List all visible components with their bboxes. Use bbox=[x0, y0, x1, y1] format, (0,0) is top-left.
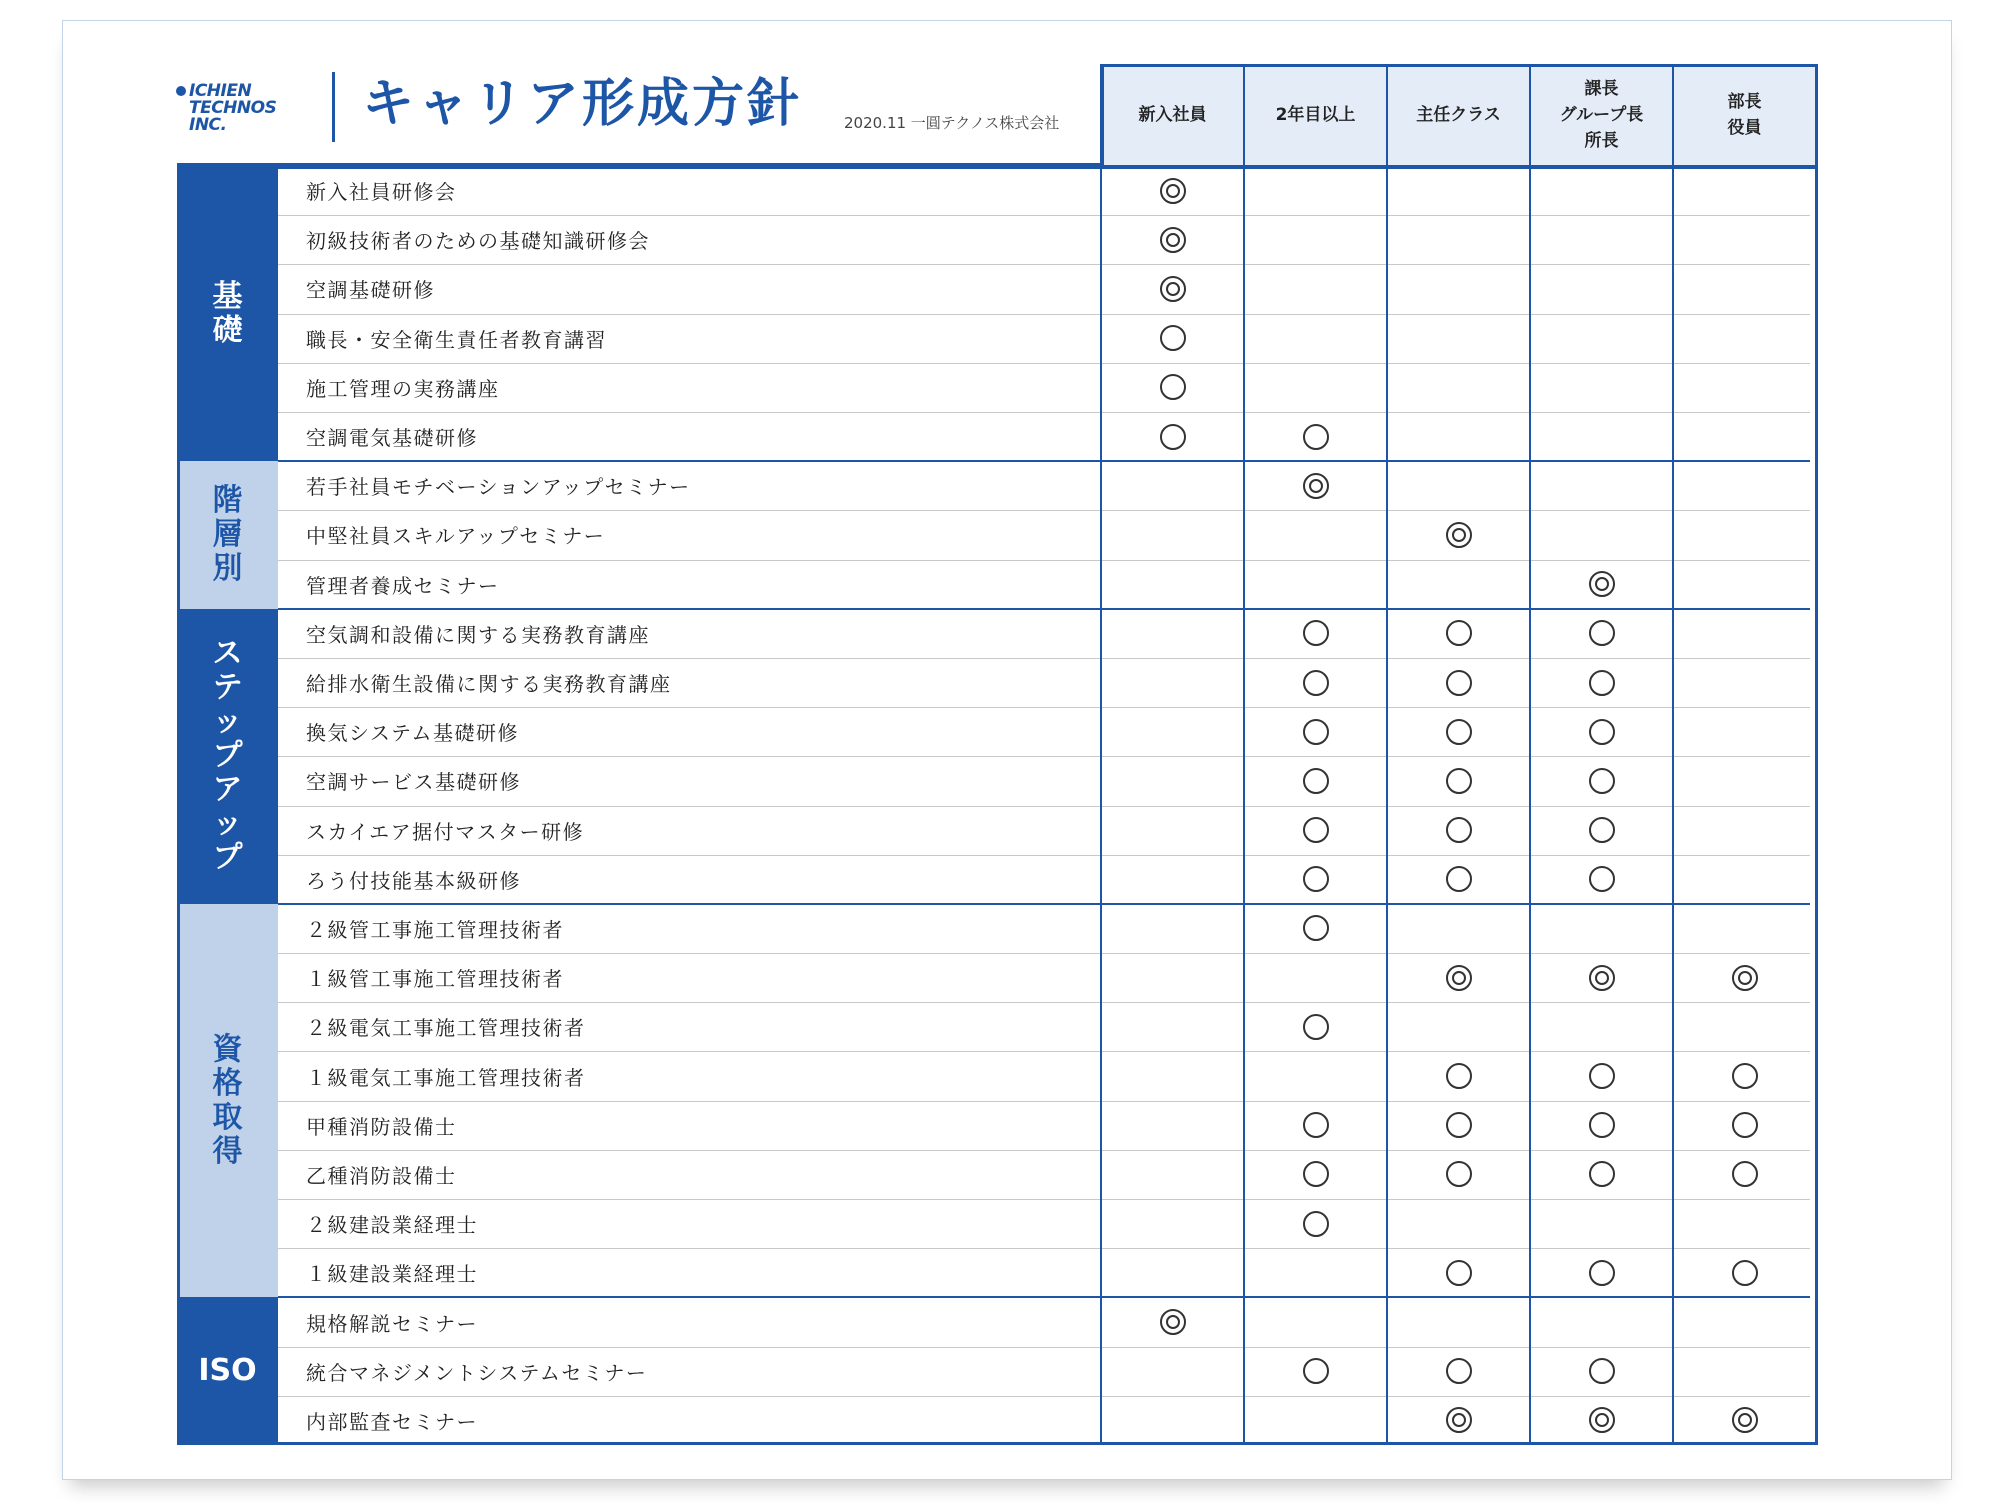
row-divider bbox=[278, 1347, 1810, 1348]
course-name: 甲種消防設備士 bbox=[306, 1114, 457, 1139]
course-name: 空調基礎研修 bbox=[306, 278, 435, 303]
column-header-label bbox=[1276, 102, 1356, 128]
double-circle-icon bbox=[1160, 178, 1186, 204]
double-circle-icon bbox=[1589, 965, 1615, 991]
course-name: スカイエア据付マスター研修 bbox=[306, 819, 585, 844]
row-divider bbox=[278, 363, 1810, 364]
row-divider bbox=[278, 264, 1810, 265]
circle-icon bbox=[1589, 817, 1615, 843]
course-name: ろう付技能基本級研修 bbox=[306, 868, 521, 893]
course-name: 中堅社員スキルアップセミナー bbox=[306, 524, 606, 549]
row-divider bbox=[278, 510, 1810, 511]
column-header-line: 主任クラス bbox=[1416, 105, 1501, 125]
circle-icon bbox=[1589, 768, 1615, 794]
column-header-label bbox=[1416, 102, 1501, 128]
company-logo bbox=[176, 82, 296, 138]
circle-icon bbox=[1446, 1358, 1472, 1384]
row-divider bbox=[278, 658, 1810, 659]
circle-icon bbox=[1303, 768, 1329, 794]
double-circle-icon bbox=[1732, 965, 1758, 991]
circle-icon bbox=[1732, 1161, 1758, 1187]
logo-line-1: ICHIEN bbox=[189, 81, 252, 101]
row-divider bbox=[278, 215, 1810, 216]
group-divider bbox=[278, 460, 1810, 462]
circle-icon bbox=[1589, 620, 1615, 646]
double-circle-icon bbox=[1160, 227, 1186, 253]
row-divider bbox=[278, 1396, 1810, 1397]
row-divider bbox=[278, 756, 1810, 757]
circle-icon bbox=[1446, 1260, 1472, 1286]
circle-icon bbox=[1732, 1260, 1758, 1286]
circle-icon bbox=[1303, 1112, 1329, 1138]
circle-icon bbox=[1589, 1161, 1615, 1187]
page-title: キャリア形成方針 bbox=[362, 74, 803, 134]
category-name: ISO bbox=[198, 1353, 257, 1389]
circle-icon bbox=[1303, 620, 1329, 646]
logo-line-2: TECHNOS bbox=[189, 98, 277, 118]
column-header-label bbox=[1560, 76, 1644, 154]
course-name: 規格解説セミナー bbox=[306, 1311, 478, 1336]
course-name: 給排水衛生設備に関する実務教育講座 bbox=[306, 672, 672, 697]
course-name: 空調電気基礎研修 bbox=[306, 426, 478, 451]
circle-icon bbox=[1446, 670, 1472, 696]
row-divider bbox=[278, 1002, 1810, 1003]
double-circle-icon bbox=[1446, 1407, 1472, 1433]
circle-icon bbox=[1446, 1063, 1472, 1089]
circle-icon bbox=[1589, 1260, 1615, 1286]
logo-dot-icon bbox=[176, 86, 186, 96]
column-header-2 bbox=[1244, 64, 1387, 166]
logo-line-3: INC. bbox=[189, 115, 227, 135]
row-divider bbox=[278, 953, 1810, 954]
circle-icon bbox=[1303, 1014, 1329, 1040]
column-divider bbox=[1529, 64, 1531, 1445]
circle-icon bbox=[1160, 374, 1186, 400]
column-divider bbox=[1100, 64, 1102, 1445]
row-divider bbox=[278, 560, 1810, 561]
circle-icon bbox=[1303, 1358, 1329, 1384]
category-label-2 bbox=[177, 461, 278, 609]
category-label-5 bbox=[177, 1297, 278, 1445]
column-header-line: 部長 bbox=[1727, 92, 1762, 112]
column-header-5 bbox=[1673, 64, 1816, 166]
circle-icon bbox=[1446, 1112, 1472, 1138]
column-divider bbox=[1815, 64, 1817, 1445]
row-divider bbox=[278, 314, 1810, 315]
circle-icon bbox=[1446, 768, 1472, 794]
course-name: 管理者養成セミナー bbox=[306, 573, 500, 598]
row-divider bbox=[278, 1101, 1810, 1102]
circle-icon bbox=[1303, 817, 1329, 843]
column-divider bbox=[1672, 64, 1674, 1445]
column-header-line: 新入社員 bbox=[1138, 105, 1207, 125]
category-name: 資格取得 bbox=[212, 1031, 243, 1169]
circle-icon bbox=[1160, 325, 1186, 351]
column-header-4 bbox=[1530, 64, 1673, 166]
date-company: 2020.11 一圓テクノス株式会社 bbox=[844, 114, 1060, 132]
course-name: １級管工事施工管理技術者 bbox=[306, 967, 564, 992]
circle-icon bbox=[1303, 866, 1329, 892]
course-name: ２級電気工事施工管理技術者 bbox=[306, 1016, 586, 1041]
category-label-3 bbox=[177, 609, 278, 904]
row-divider bbox=[278, 806, 1810, 807]
logo-divider bbox=[332, 72, 335, 142]
column-header-line: 所長 bbox=[1584, 131, 1619, 151]
circle-icon bbox=[1303, 1161, 1329, 1187]
column-header-label bbox=[1728, 89, 1762, 141]
circle-icon bbox=[1446, 719, 1472, 745]
course-name: 若手社員モチベーションアップセミナー bbox=[306, 475, 691, 500]
double-circle-icon bbox=[1303, 473, 1329, 499]
column-divider bbox=[1386, 64, 1388, 1445]
double-circle-icon bbox=[1446, 522, 1472, 548]
double-circle-icon bbox=[1446, 965, 1472, 991]
row-divider bbox=[278, 1199, 1810, 1200]
circle-icon bbox=[1303, 1211, 1329, 1237]
row-divider bbox=[278, 1248, 1810, 1249]
circle-icon bbox=[1303, 424, 1329, 450]
group-divider bbox=[278, 903, 1810, 905]
circle-icon bbox=[1589, 719, 1615, 745]
course-name: 職長・安全衛生責任者教育講習 bbox=[306, 327, 607, 352]
circle-icon bbox=[1589, 670, 1615, 696]
course-name: １級建設業経理士 bbox=[306, 1262, 478, 1287]
category-name: 階層別 bbox=[212, 482, 243, 586]
group-divider bbox=[278, 608, 1810, 610]
circle-icon bbox=[1446, 866, 1472, 892]
circle-icon bbox=[1589, 866, 1615, 892]
course-name: 新入社員研修会 bbox=[306, 180, 457, 205]
header-divider bbox=[1101, 165, 1816, 167]
double-circle-icon bbox=[1589, 571, 1615, 597]
course-name: 施工管理の実務講座 bbox=[306, 376, 500, 401]
column-header-label bbox=[1139, 102, 1207, 128]
double-circle-icon bbox=[1160, 276, 1186, 302]
course-name: １級電気工事施工管理技術者 bbox=[306, 1065, 586, 1090]
double-circle-icon bbox=[1589, 1407, 1615, 1433]
circle-icon bbox=[1446, 620, 1472, 646]
row-divider bbox=[278, 707, 1810, 708]
circle-icon bbox=[1589, 1063, 1615, 1089]
double-circle-icon bbox=[1160, 1309, 1186, 1335]
course-name: 統合マネジメントシステムセミナー bbox=[306, 1360, 648, 1385]
course-name: 空調サービス基礎研修 bbox=[306, 770, 521, 795]
row-divider bbox=[278, 1051, 1810, 1052]
circle-icon bbox=[1303, 915, 1329, 941]
circle-icon bbox=[1303, 670, 1329, 696]
course-name: ２級管工事施工管理技術者 bbox=[306, 917, 564, 942]
column-divider bbox=[1243, 64, 1245, 1445]
category-name: 基礎 bbox=[212, 278, 243, 348]
category-label-1 bbox=[177, 166, 278, 461]
double-circle-icon bbox=[1732, 1407, 1758, 1433]
circle-icon bbox=[1303, 719, 1329, 745]
circle-icon bbox=[1446, 817, 1472, 843]
column-header-line: グループ長 bbox=[1559, 105, 1644, 125]
column-header-line: 役員 bbox=[1727, 118, 1762, 138]
row-divider bbox=[278, 855, 1810, 856]
column-header-1 bbox=[1101, 64, 1244, 166]
category-label-4 bbox=[177, 904, 278, 1298]
circle-icon bbox=[1732, 1063, 1758, 1089]
circle-icon bbox=[1160, 424, 1186, 450]
column-header-line: 2年目以上 bbox=[1275, 105, 1356, 125]
column-header-line: 課長 bbox=[1584, 79, 1619, 99]
circle-icon bbox=[1446, 1161, 1472, 1187]
course-name: 空気調和設備に関する実務教育講座 bbox=[306, 622, 650, 647]
column-header-3 bbox=[1387, 64, 1530, 166]
circle-icon bbox=[1732, 1112, 1758, 1138]
category-name: ステップアップ bbox=[212, 636, 243, 876]
course-name: 乙種消防設備士 bbox=[306, 1163, 457, 1188]
course-name: 内部監査セミナー bbox=[306, 1409, 478, 1434]
circle-icon bbox=[1589, 1112, 1615, 1138]
course-name: 換気システム基礎研修 bbox=[306, 721, 519, 746]
row-divider bbox=[278, 412, 1810, 413]
row-divider bbox=[278, 1150, 1810, 1151]
group-divider bbox=[278, 1296, 1810, 1298]
course-name: ２級建設業経理士 bbox=[306, 1213, 478, 1238]
circle-icon bbox=[1589, 1358, 1615, 1384]
course-name: 初級技術者のための基礎知識研修会 bbox=[306, 229, 650, 254]
